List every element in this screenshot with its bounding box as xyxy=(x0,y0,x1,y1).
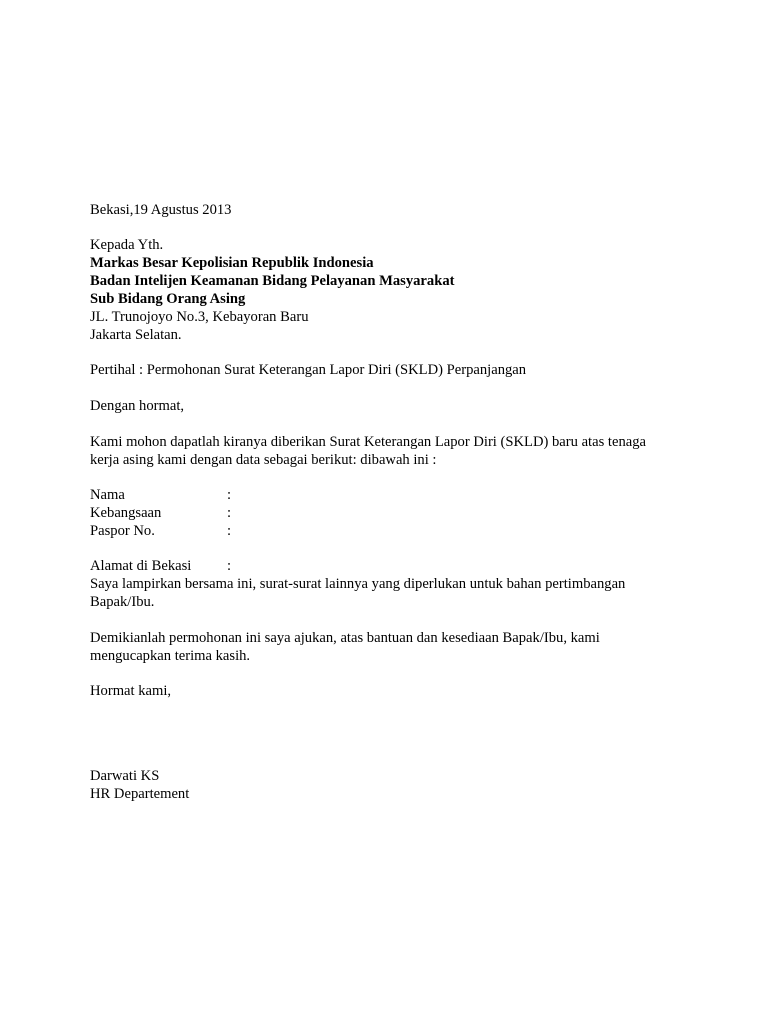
recipient-address-1: JL. Trunojoyo No.3, Kebayoran Baru xyxy=(90,309,309,325)
recipient-line-3: Sub Bidang Orang Asing xyxy=(90,291,246,307)
field-label: Kebangsaan xyxy=(90,505,162,521)
signer-name: Darwati KS xyxy=(90,768,160,784)
field-label: Nama xyxy=(90,487,125,503)
attachment-line-2: Bapak/Ibu. xyxy=(90,594,155,610)
recipient-line-1: Markas Besar Kepolisian Republik Indonesia xyxy=(90,255,374,271)
place-date: Bekasi,19 Agustus 2013 xyxy=(90,202,232,218)
field-row-paspor xyxy=(90,522,231,540)
attachment-line-1: Saya lampirkan bersama ini, surat-surat lainnya yang diperlukan untuk bahan pertimbangan xyxy=(90,576,626,592)
field-label: Paspor No. xyxy=(90,523,155,539)
field-separator: : xyxy=(227,523,232,539)
intro-line-2: kerja asing kami dengan data sebagai berikut: dibawah ini : xyxy=(90,452,437,468)
field-row-nama xyxy=(90,486,231,504)
recipient-line-2: Badan Intelijen Keamanan Bidang Pelayanan Masyarakat xyxy=(90,273,455,289)
field-separator: : xyxy=(227,487,232,503)
recipient-address-2: Jakarta Selatan. xyxy=(90,327,182,343)
salutation-to: Kepada Yth. xyxy=(90,237,164,253)
field-separator: : xyxy=(227,558,232,574)
field-row-kebangsaan xyxy=(90,504,231,522)
signer-position: HR Departement xyxy=(90,786,190,802)
field-label: Alamat di Bekasi xyxy=(90,558,192,574)
regards: Hormat kami, xyxy=(90,683,172,699)
closing-line-2: mengucapkan terima kasih. xyxy=(90,648,251,664)
field-row-alamat xyxy=(90,557,231,575)
subject-line: Pertihal : Permohonan Surat Keterangan Lapor Diri (SKLD) Perpanjangan xyxy=(90,362,527,378)
field-separator: : xyxy=(227,505,232,521)
intro-line-1: Kami mohon dapatlah kiranya diberikan Surat Keterangan Lapor Diri (SKLD) baru atas tenaga xyxy=(90,434,646,450)
greeting: Dengan hormat, xyxy=(90,398,185,414)
closing-line-1: Demikianlah permohonan ini saya ajukan, atas bantuan dan kesediaan Bapak/Ibu, kami xyxy=(90,630,600,646)
